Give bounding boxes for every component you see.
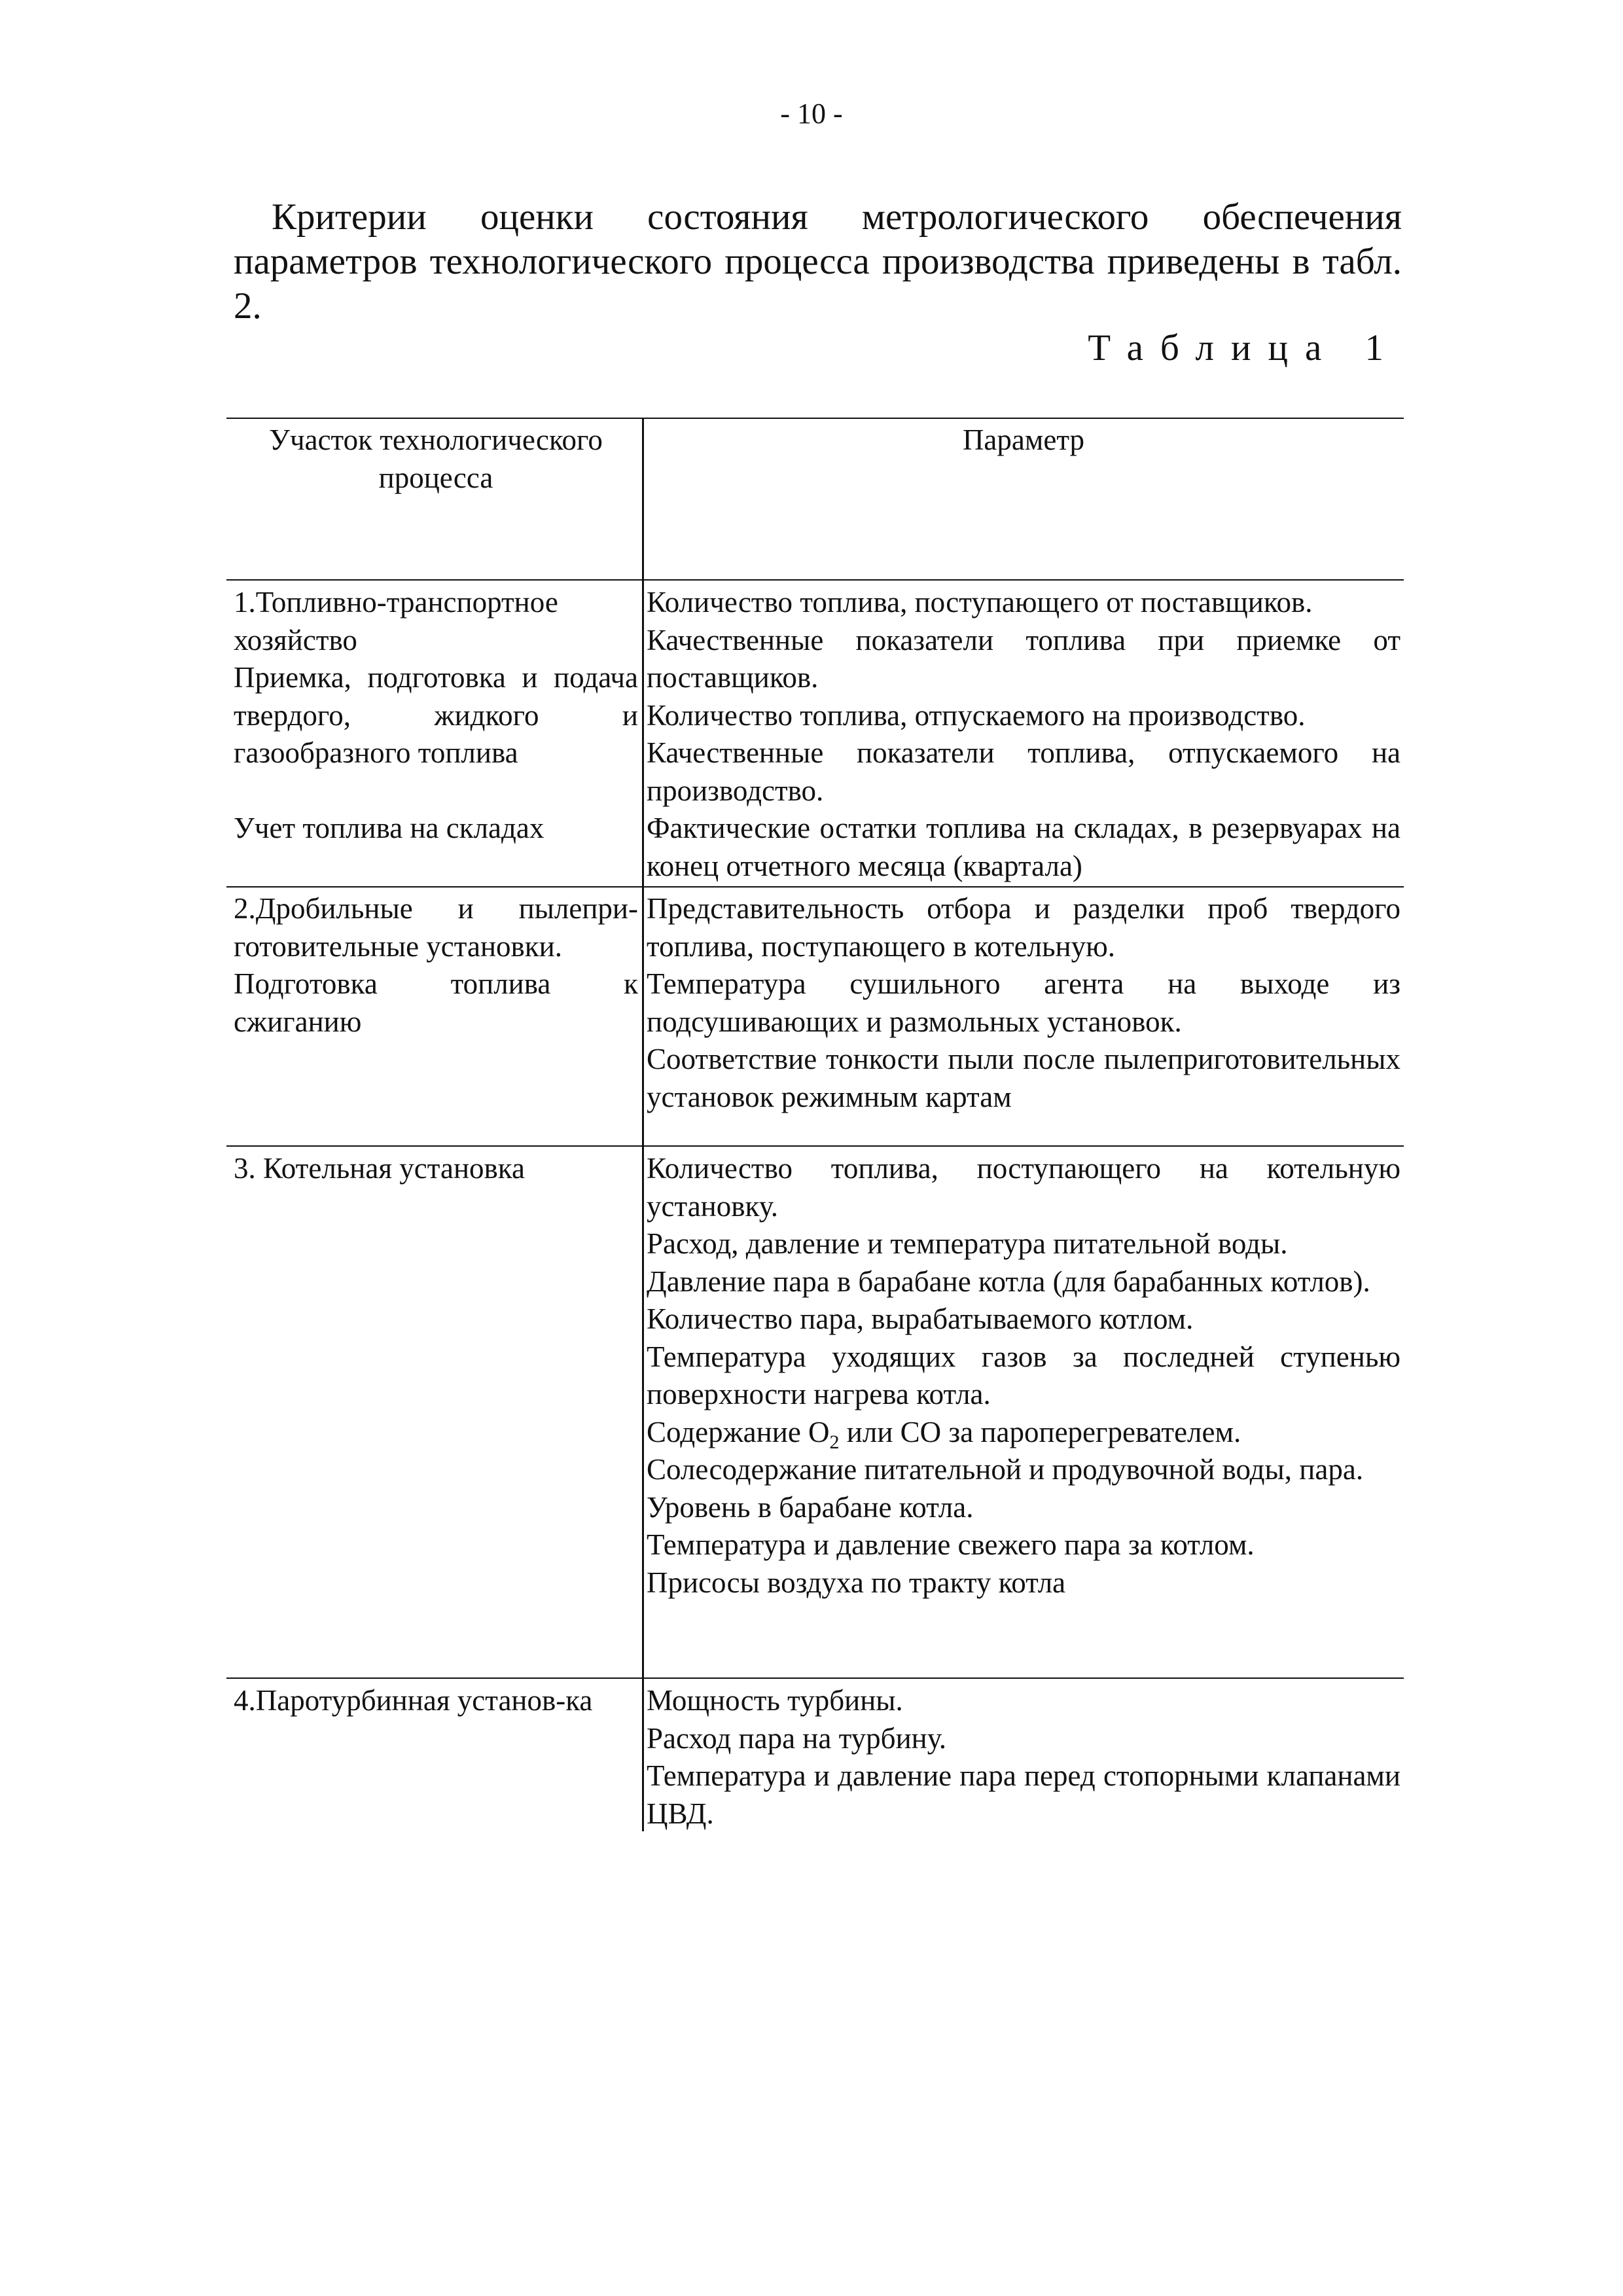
section-title: 1.Топливно-транспортное хозяйство [234, 586, 558, 656]
row-3-bottom-rule [226, 1677, 1404, 1679]
parameter-item: Количество топлива, отпускаемого на производство. [647, 698, 1306, 732]
table-row-4-section [234, 1682, 638, 1720]
section-subtitle: Приемка, подготовка и подача твердого, жидкого и газообразного топлива [234, 661, 638, 769]
table-row-3-parameters [647, 1150, 1400, 1602]
section-title: 4.Паротурбинная установ-ка [234, 1684, 593, 1717]
parameter-item: Количество топлива, поступающего на котельную установку. [647, 1152, 1400, 1223]
header-bottom-rule [226, 579, 1404, 581]
parameter-item: Представительность отбора и разделки проб твердого топлива, поступающего в котельную. [647, 892, 1400, 963]
section-title: 3. Котельная установка [234, 1152, 525, 1185]
intro-paragraph: Критерии оценки состояния метрологического обеспечения параметров технологического процесса производства приведены в табл. 2. [234, 196, 1402, 327]
section-spacer [234, 772, 638, 810]
parameter-item: Температура и давление пара перед стопорными клапанами ЦВД. [647, 1759, 1400, 1830]
parameter-item: Температура уходящих газов за последней ступенью поверхности нагрева котла. [647, 1340, 1400, 1410]
row-1-bottom-rule [226, 886, 1404, 888]
section-subtitle: Учет топлива на складах [234, 812, 544, 844]
parameter-item: Расход пара на турбину. [647, 1721, 946, 1755]
parameter-item: Фактические остатки топлива на складах, в резервуарах на конец отчетного месяца (квартала) [647, 812, 1400, 882]
table-header-parameter: Параметр [962, 423, 1085, 456]
parameter-text: Содержание O [647, 1415, 830, 1448]
row-2-bottom-rule [226, 1145, 1404, 1147]
table-caption: Таблица 1 [1088, 327, 1400, 368]
parameter-item: Количество топлива, поступающего от поставщиков. [647, 586, 1313, 619]
parameter-item: Расход, давление и температура питательной воды. [647, 1227, 1288, 1260]
parameter-item: Качественные показатели топлива, отпускаемого на производство. [647, 736, 1400, 807]
parameter-item: Температура и давление свежего пара за котлом. [647, 1528, 1255, 1561]
section-subtitle: Подготовка топлива к сжиганию [234, 967, 638, 1038]
parameter-item: Уровень в барабане котла. [647, 1490, 974, 1524]
parameter-item: Температура сушильного агента на выходе из подсушивающих и размольных установок. [647, 967, 1400, 1038]
table-top-rule [226, 418, 1404, 419]
subscript: 2 [829, 1431, 840, 1453]
table-row-2-section [234, 890, 638, 1041]
parameter-item: Присосы воздуха по тракту котла [647, 1566, 1066, 1599]
parameter-item: Давление пара в барабане котла (для барабанных котлов). [647, 1265, 1370, 1298]
table-column-divider [642, 418, 644, 1831]
parameter-item: Соответствие тонкости пыли после пылеприготовительных установок режимным картам [647, 1043, 1400, 1113]
table-row-4-parameters [647, 1682, 1400, 1833]
table-row-1-parameters [647, 584, 1400, 885]
parameter-item: Мощность турбины. [647, 1684, 903, 1717]
parameter-item: Количество пара, вырабатываемого котлом. [647, 1302, 1194, 1335]
parameter-item [647, 1414, 1400, 1452]
section-title: 2.Дробильные и пылепри-готовительные установки. [234, 892, 638, 963]
page-number: - 10 - [780, 98, 843, 130]
table-row-2-parameters [647, 890, 1400, 1116]
parameter-text: или CO за пароперегревателем. [839, 1415, 1241, 1448]
parameter-item: Солесодержание питательной и продувочной воды, пара. [647, 1453, 1364, 1486]
table-row-3-section [234, 1150, 638, 1188]
table-row-1-section [234, 584, 638, 848]
parameter-item: Качественные показатели топлива при приемке от поставщиков. [647, 623, 1400, 694]
table-header-section: Участок технологического процесса [269, 423, 603, 494]
